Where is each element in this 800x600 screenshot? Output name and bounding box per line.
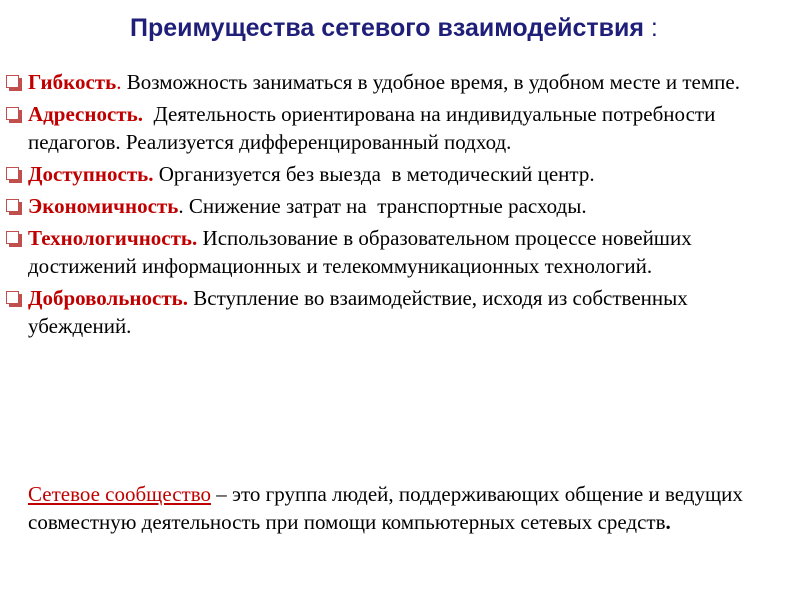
item-term: Добровольность. — [28, 286, 189, 310]
title-suffix: : — [643, 14, 658, 42]
item-text: . Снижение затрат на транспортные расходы. — [178, 194, 587, 218]
item-term: Гибкость. — [28, 70, 122, 94]
definition-term: Сетевое сообщество — [28, 482, 211, 506]
list-item — [2, 284, 792, 340]
page-title — [130, 14, 658, 43]
item-term: Доступность. — [28, 162, 154, 186]
checkbox-bullet-icon — [6, 199, 19, 212]
definition-end: . — [665, 510, 671, 534]
item-text: Использование в образовательном процессе новейших достижений информационных и телекоммуникационных технологий. — [28, 226, 692, 278]
item-text: Возможность заниматься в удобное время, в удобном месте и темпе. — [121, 70, 740, 94]
title-text: Преимущества сетевого взаимодействия — [130, 14, 644, 42]
item-text: Вступление во взаимодействие, исходя из собственных убеждений. — [28, 286, 688, 338]
checkbox-bullet-icon — [6, 107, 19, 120]
advantages-list — [2, 68, 792, 344]
list-item — [2, 68, 792, 96]
list-item — [2, 192, 792, 220]
checkbox-bullet-icon — [6, 291, 19, 304]
checkbox-bullet-icon — [6, 231, 19, 244]
list-item — [2, 224, 792, 280]
definition-text: – это группа людей, поддерживающих общение и ведущих совместную деятельность при помощи компьютерных сетевых средств — [28, 482, 743, 534]
definition-paragraph — [28, 480, 788, 536]
item-term: Адресность. — [28, 102, 143, 126]
item-text: Организуется без выезда в методический центр. — [153, 162, 595, 186]
item-term: Экономичность — [28, 194, 179, 218]
checkbox-bullet-icon — [6, 75, 19, 88]
list-item — [2, 160, 792, 188]
list-item — [2, 100, 792, 156]
item-text: Деятельность ориентирована на индивидуальные потребности педагогов. Реализуется дифференцированный подход. — [28, 102, 721, 154]
item-term: Технологичность. — [28, 226, 198, 250]
checkbox-bullet-icon — [6, 167, 19, 180]
